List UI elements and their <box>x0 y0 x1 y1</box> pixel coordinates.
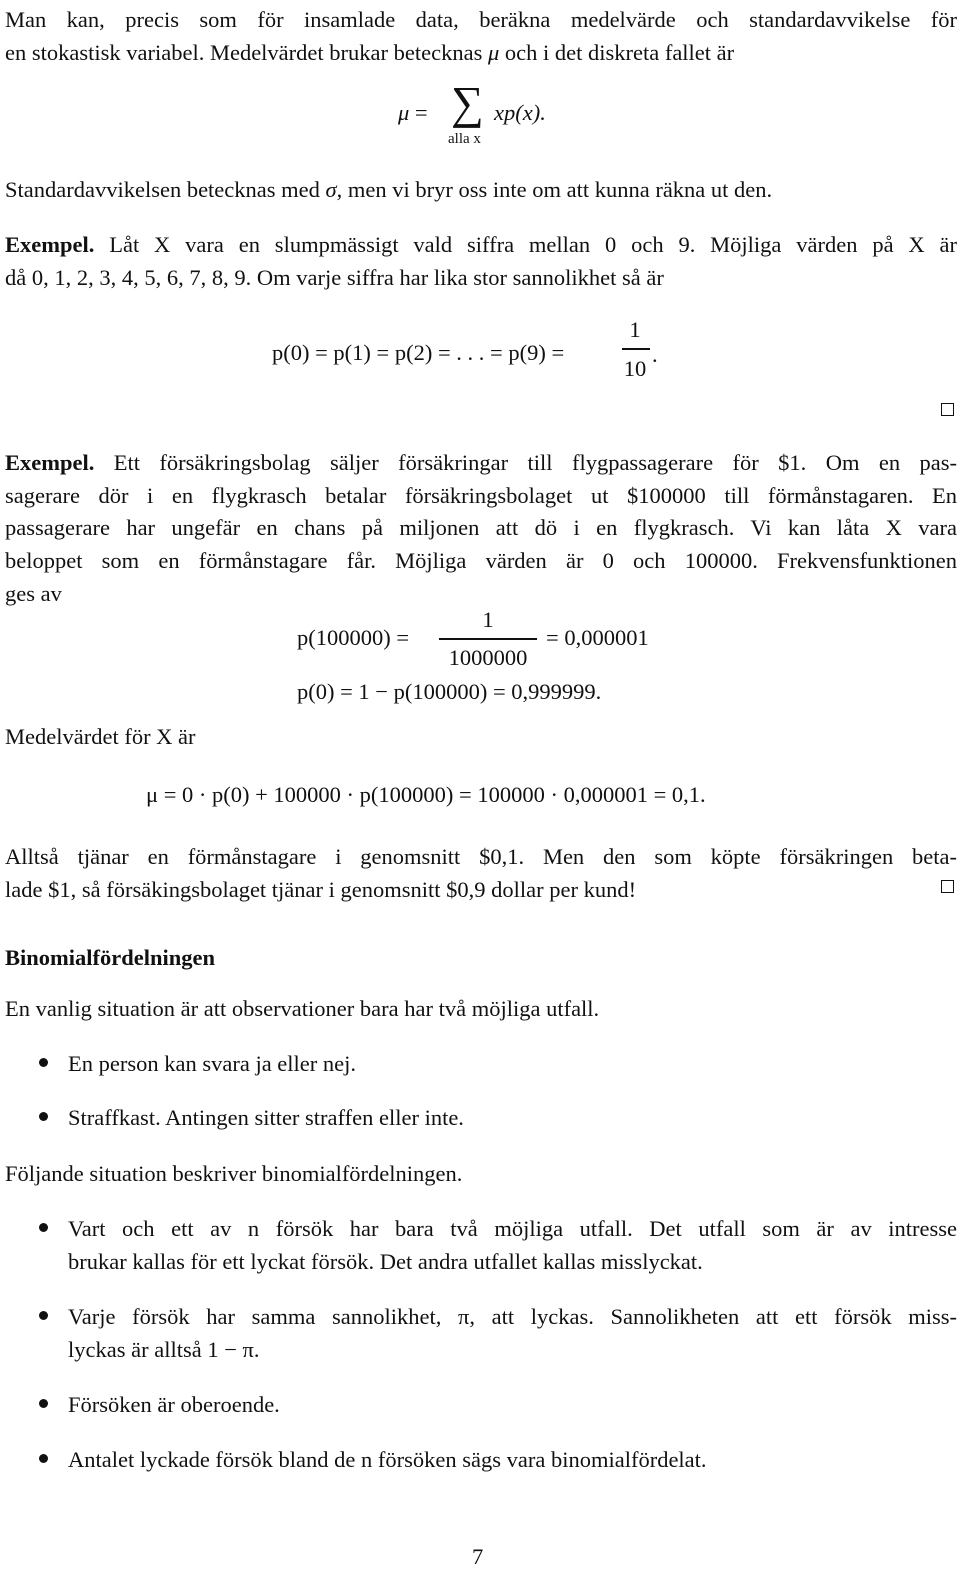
bullet-item-b3: Försöken är oberoende. <box>68 1392 280 1417</box>
qed-box-1 <box>941 403 954 416</box>
section-intro: En vanlig situation är att observationer bara har två möjliga utfall. <box>5 996 600 1021</box>
bullet-dot <box>39 1112 48 1121</box>
sum-symbol: ∑ <box>451 77 484 128</box>
bullet-item-b4: Antalet lyckade försök bland de n försöken sägs vara binomialfördelat. <box>68 1447 707 1472</box>
example2-eq1-lhs: p(100000) = <box>297 625 410 650</box>
bullet-item-b2-line2: lyckas är alltså 1 − π. <box>68 1337 260 1362</box>
para1-line2: en stokastisk variabel. Medelvärdet brukar betecknas μ och i det diskreta fallet är <box>5 40 735 65</box>
example2-line2: sagerare dör i en flygkrasch betalar försäkringsbolaget ut $100000 till förmånstagaren. En <box>5 483 957 508</box>
example1-frac-bar <box>622 348 650 350</box>
mean-eq-lhs: μ = <box>398 100 428 125</box>
mean-eq-rhs: xp(x). <box>494 100 546 125</box>
example2-mean-label: Medelvärdet för X är <box>5 724 196 749</box>
bullet-item-b1-line1: Vart och ett av n försök har bara två möjliga utfall. Det utfall som är av intresse <box>68 1216 957 1241</box>
para1-line1: Man kan, precis som för insamlade data, beräkna medelvärde och standardavvikelse för <box>5 7 957 32</box>
example1-frac-den: 10 <box>623 356 647 381</box>
section-heading: Binomialfördelningen <box>5 945 216 970</box>
example2-line3: passagerare har ungefär en chans på miljonen att dö i en flygkrasch. Vi kan låta X vara <box>5 515 957 540</box>
example2-concl1: Alltså tjänar en förmånstagare i genomsnitt $0,1. Men den som köpte försäkringen beta- <box>5 844 957 869</box>
example1-eq: p(0) = p(1) = p(2) = . . . = p(9) = <box>272 340 565 365</box>
bullet-dot <box>39 1399 48 1408</box>
example2-eq2: p(0) = 1 − p(100000) = 0,999999. <box>297 679 602 704</box>
bullet-dot <box>39 1454 48 1463</box>
example2-eq1-num: 1 <box>482 607 494 632</box>
page-number: 7 <box>472 1544 484 1569</box>
example2-line4: beloppet som en förmånstagare får. Möjliga värden är 0 och 100000. Frekvensfunktionen <box>5 548 957 573</box>
example1-eq-dot: . <box>652 342 658 367</box>
example1-line1: Exempel. Låt X vara en slumpmässigt vald siffra mellan 0 och 9. Möjliga värden på X är <box>5 232 957 257</box>
bullet-item-b1-line2: brukar kallas för ett lyckat försök. Det andra utfallet kallas misslyckat. <box>68 1249 703 1274</box>
bullet-item-b2-line1: Varje försök har samma sannolikhet, π, att lyckas. Sannolikheten att ett försök miss- <box>68 1304 957 1329</box>
example2-eq1-den: 1000000 <box>448 645 528 670</box>
example1-line2: då 0, 1, 2, 3, 4, 5, 6, 7, 8, 9. Om varje siffra har lika stor sannolikhet så är <box>5 265 664 290</box>
bullet-dot <box>39 1311 48 1320</box>
section-intro2: Följande situation beskriver binomialfördelningen. <box>5 1161 463 1186</box>
example2-concl2: lade $1, så försäkingsbolaget tjänar i genomsnitt $0,9 dollar per kund! <box>5 877 637 902</box>
bullet-dot <box>39 1223 48 1232</box>
example1-frac-num: 1 <box>629 317 641 342</box>
example2-eq3: μ = 0 · p(0) + 100000 · p(100000) = 100000 · 0,000001 = 0,1. <box>146 782 706 807</box>
bullet-dot <box>39 1058 48 1067</box>
bullet-item: Straffkast. Antingen sitter straffen eller inte. <box>68 1105 464 1130</box>
qed-box-2 <box>941 880 954 893</box>
example2-line5: ges av <box>5 581 62 606</box>
bullet-item: En person kan svara ja eller nej. <box>68 1051 357 1076</box>
example2-line1: Exempel. Ett försäkringsbolag säljer försäkringar till flygpassagerare för $1. Om en pas- <box>5 450 957 475</box>
sum-subscript: alla x <box>448 131 481 147</box>
para2: Standardavvikelsen betecknas med σ, men vi bryr oss inte om att kunna räkna ut den. <box>5 177 773 202</box>
example2-eq1-rhs: = 0,000001 <box>546 625 649 650</box>
example2-eq1-bar <box>439 638 537 640</box>
